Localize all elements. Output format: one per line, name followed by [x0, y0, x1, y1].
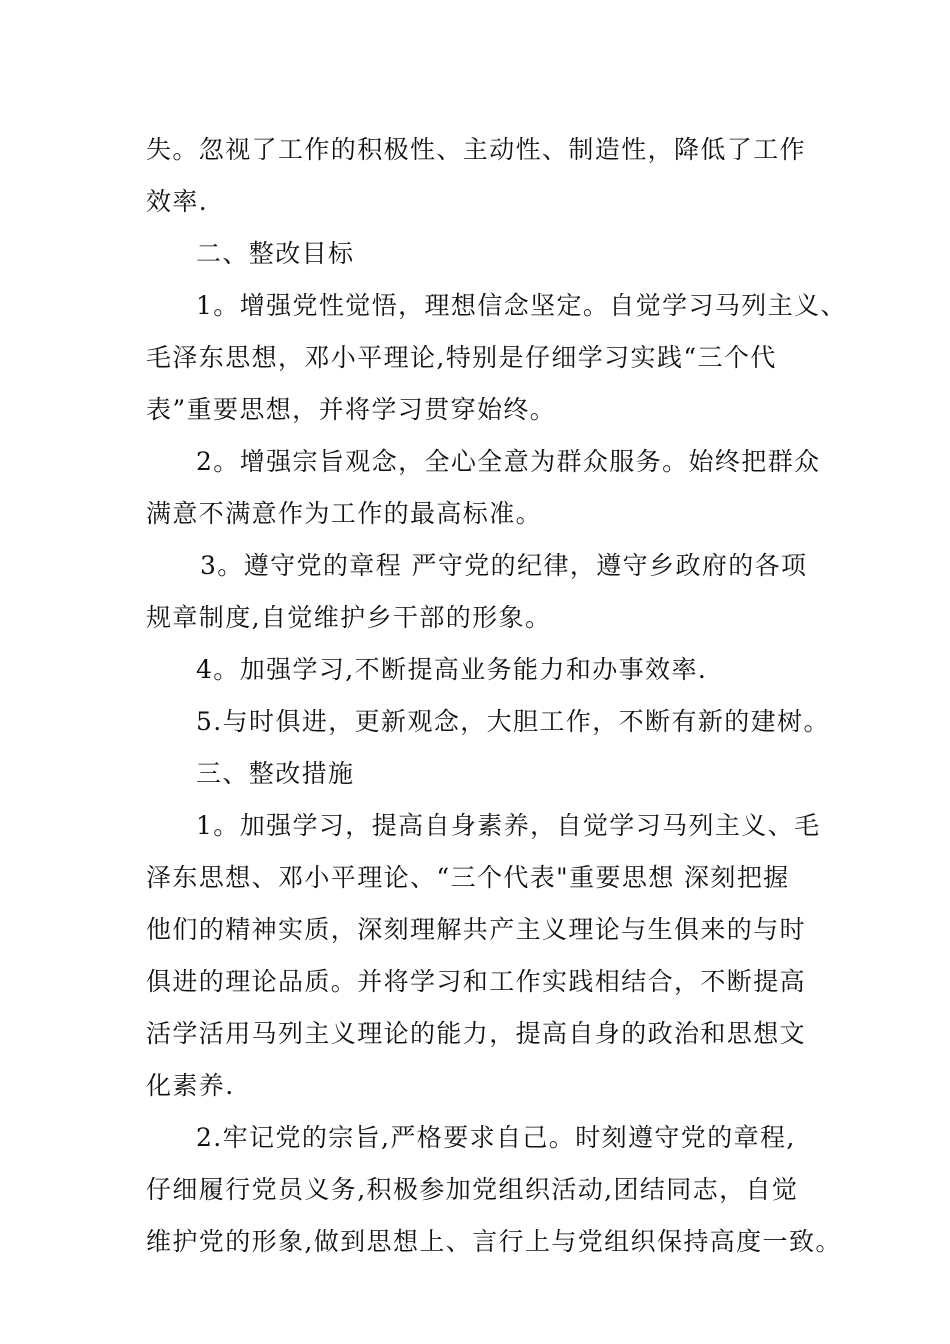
text-line: 效率. — [146, 187, 209, 216]
text-line: 化素养. — [146, 1071, 235, 1100]
list-item: 3。遵守党的章程 严守党的纪律，遵守乡政府的各项 — [200, 551, 808, 580]
list-item: 5.与时俱进，更新观念，大胆工作，不断有新的建树。 — [196, 707, 830, 736]
list-item: 2。增强宗旨观念，全心全意为群众服务。始终把群众 — [196, 447, 821, 476]
text-line: 毛泽东思想，邓小平理论,特别是仔细学习实践“三个代 — [146, 343, 777, 372]
text-line: 活学活用马列主义理论的能力，提高自身的政治和思想文 — [146, 1019, 807, 1048]
text-line: 满意不满意作为工作的最高标准。 — [146, 499, 543, 528]
text-line: 失。忽视了工作的积极性、主动性、制造性，降低了工作 — [146, 135, 807, 164]
text-line: 规章制度,自觉维护乡干部的形象。 — [146, 603, 552, 632]
text-line: 俱进的理论品质。并将学习和工作实践相结合，不断提高 — [146, 967, 807, 996]
document-body — [146, 124, 847, 1268]
text-line: 维护党的形象,做到思想上、言行上与党组织保持高度一致。 — [146, 1227, 842, 1256]
list-item: 1。增强党性觉悟，理想信念坚定。自觉学习马列主义、 — [196, 291, 847, 320]
list-item: 2.牢记党的宗旨,严格要求自己。时刻遵守党的章程, — [196, 1123, 796, 1152]
text-line: 他们的精神实质，深刻理解共产主义理论与生俱来的与时 — [146, 915, 807, 944]
section-heading: 三、整改措施 — [196, 759, 355, 788]
list-item: 1。加强学习，提高自身素养，自觉学习马列主义、毛 — [196, 811, 821, 840]
text-line: 泽东思想、邓小平理论、“三个代表"重要思想 深刻把握 — [146, 863, 790, 892]
list-item: 4。加强学习,不断提高业务能力和办事效率. — [196, 655, 708, 684]
text-line: 表”重要思想，并将学习贯穿始终。 — [146, 395, 557, 424]
text-line: 仔细履行党员义务,积极参加党组织活动,团结同志，自觉 — [146, 1175, 799, 1204]
section-heading: 二、整改目标 — [196, 239, 355, 268]
